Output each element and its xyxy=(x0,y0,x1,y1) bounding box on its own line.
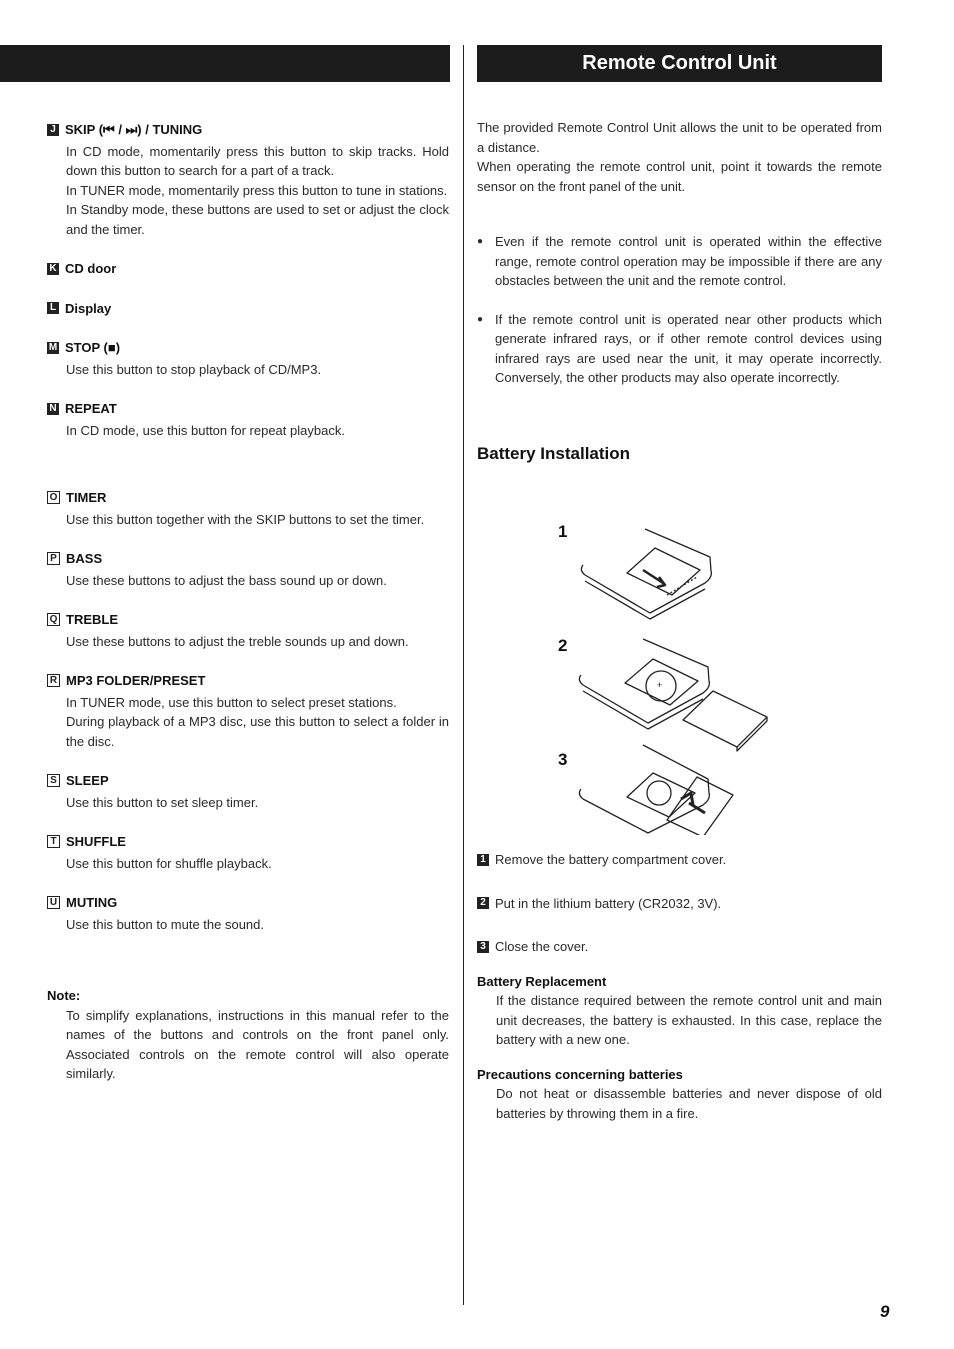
battery-installation-illustration xyxy=(555,515,785,835)
step-number: 2 xyxy=(477,897,489,909)
description-paragraph: Use this button to mute the sound. xyxy=(66,916,265,932)
note-text: To simplify explanations, instructions in this manual refer to the names of the buttons and controls on the front panel only. Associated controls on the remote control will also operate similarly. xyxy=(66,1007,449,1081)
list-item xyxy=(47,610,449,651)
replacement-title: Battery Replacement xyxy=(477,973,607,989)
key-letter-badge: L xyxy=(47,302,59,314)
item-heading xyxy=(47,299,449,319)
item-heading xyxy=(47,832,449,852)
list-item xyxy=(47,671,449,751)
notes-list xyxy=(477,232,882,388)
item-title: SLEEP xyxy=(66,773,109,788)
battery-precautions xyxy=(477,1065,882,1124)
description-paragraph: Use these buttons to adjust the bass sound up or down. xyxy=(66,572,387,588)
list-item xyxy=(47,259,449,279)
item-heading xyxy=(47,488,449,508)
step-2 xyxy=(477,894,882,914)
figure-label-3: 3 xyxy=(558,750,568,769)
step-text: Remove the battery compartment cover. xyxy=(495,852,727,867)
key-letter-badge: J xyxy=(47,124,59,136)
description-paragraph: Use this button to stop playback of CD/MP3. xyxy=(66,361,322,377)
description-paragraph: Use these buttons to adjust the treble sounds up and down. xyxy=(66,633,409,649)
description-paragraph: Use this button for shuffle playback. xyxy=(66,855,272,871)
key-letter-badge: U xyxy=(47,896,60,909)
item-heading xyxy=(47,893,449,913)
item-title: CD door xyxy=(65,261,117,276)
battery-steps xyxy=(477,850,882,957)
remote-step-2 xyxy=(579,639,767,751)
item-description xyxy=(47,510,449,530)
note-title: Note: xyxy=(47,988,81,1003)
item-description xyxy=(47,915,449,935)
item-heading xyxy=(47,549,449,569)
list-item xyxy=(477,310,882,388)
list-item xyxy=(47,832,449,873)
item-title: MUTING xyxy=(66,895,118,910)
step-3 xyxy=(477,937,882,957)
note-section xyxy=(47,986,449,1084)
list-item xyxy=(47,338,449,379)
bullet-text: If the remote control unit is operated near other products which generate infrared rays, or if other remote control devices using infrared rays are used near the unit, it may operate incorrectly. Conversely, the other products may also operate incorrectly. xyxy=(495,311,882,385)
item-description xyxy=(47,360,449,380)
step-number: 1 xyxy=(477,854,489,866)
left-column xyxy=(47,120,449,1084)
list-item xyxy=(47,299,449,319)
item-title: MP3 FOLDER/PRESET xyxy=(66,673,206,688)
item-title: SKIP (⏮ / ⏭) / TUNING xyxy=(65,122,203,137)
description-paragraph: In TUNER mode, use this button to select preset stations. xyxy=(66,694,397,710)
key-letter-badge: Q xyxy=(47,613,60,626)
step-1 xyxy=(477,850,882,870)
description-paragraph: In CD mode, use this button for repeat playback. xyxy=(66,422,345,438)
item-heading xyxy=(47,259,449,279)
precautions-text: Do not heat or disassemble batteries and never dispose of old batteries by throwing them in a fire. xyxy=(496,1086,882,1121)
page-number: 9 xyxy=(880,1302,890,1321)
description-paragraph: In TUNER mode, momentarily press this button to tune in stations. xyxy=(66,182,448,198)
battery-replacement xyxy=(477,972,882,1050)
item-heading xyxy=(47,338,449,358)
key-letter-badge: R xyxy=(47,674,60,687)
bullet-icon: ● xyxy=(477,236,484,247)
item-description xyxy=(47,793,449,813)
step-number: 3 xyxy=(477,941,489,953)
item-title: TIMER xyxy=(66,490,107,505)
item-description xyxy=(47,571,449,591)
bullet-text: Even if the remote control unit is operated within the effective range, remote control operation may be impossible if there are any obstacles between the unit and the remote control. xyxy=(495,234,882,288)
description-paragraph: During playback of a MP3 disc, use this button to select a folder in the disc. xyxy=(66,714,449,749)
remote-step-1 xyxy=(581,529,711,619)
list-item xyxy=(47,893,449,934)
key-letter-badge: M xyxy=(48,341,58,353)
list-item xyxy=(47,488,449,529)
button-descriptions xyxy=(47,120,449,934)
figure-label-1: 1 xyxy=(558,522,568,541)
item-heading xyxy=(47,399,449,419)
item-title: STOP (■) xyxy=(65,340,121,355)
description-paragraph: In Standby mode, these buttons are used to set or adjust the clock and the timer. xyxy=(66,202,449,237)
list-item xyxy=(477,232,882,291)
item-description xyxy=(47,693,449,752)
figure-label-2: 2 xyxy=(558,636,568,655)
item-heading xyxy=(47,610,449,630)
item-heading xyxy=(47,771,449,791)
description-paragraph: Use this button to set sleep timer. xyxy=(66,794,259,810)
description-paragraph: Use this button together with the SKIP buttons to set the timer. xyxy=(66,511,425,527)
step-text: Put in the lithium battery (CR2032, 3V). xyxy=(495,895,722,911)
item-description xyxy=(47,142,449,240)
section-title: Remote Control Unit xyxy=(477,45,882,82)
svg-text:+: + xyxy=(657,680,663,690)
item-description xyxy=(47,632,449,652)
key-letter-badge: T xyxy=(47,835,60,848)
description-paragraph: In CD mode, momentarily press this button to skip tracks. Hold down this button to search for a part of a track. xyxy=(66,143,449,178)
item-heading xyxy=(47,671,449,691)
step-text: Close the cover. xyxy=(495,939,589,954)
item-title: Display xyxy=(65,300,112,316)
item-title: SHUFFLE xyxy=(66,834,126,849)
left-header-bar xyxy=(0,45,450,82)
list-item xyxy=(47,120,449,239)
key-letter-badge: K xyxy=(47,263,59,275)
key-letter-badge: P xyxy=(47,552,60,565)
item-description xyxy=(47,854,449,874)
key-letter-badge: S xyxy=(47,774,60,787)
precautions-title: Precautions concerning batteries xyxy=(477,1066,683,1082)
intro-text xyxy=(477,118,882,196)
battery-heading: Battery Installation xyxy=(477,443,631,463)
column-divider xyxy=(463,45,464,1305)
item-description xyxy=(47,421,449,441)
item-title: TREBLE xyxy=(66,612,118,627)
intro-paragraph: When operating the remote control unit, point it towards the remote sensor on the front panel of the unit. xyxy=(477,159,882,194)
bullet-icon: ● xyxy=(477,313,484,325)
key-letter-badge: O xyxy=(47,491,60,504)
list-item xyxy=(47,549,449,590)
list-item xyxy=(47,771,449,812)
replacement-text: If the distance required between the remote control unit and main unit decreases, the battery is exhausted. In this case, replace the battery with a new one. xyxy=(496,993,882,1047)
remote-step-3 xyxy=(579,745,733,835)
item-heading xyxy=(47,120,449,140)
item-title: REPEAT xyxy=(65,401,117,416)
key-letter-badge: N xyxy=(47,403,59,415)
intro-paragraph: The provided Remote Control Unit allows the unit to be operated from a distance. xyxy=(477,120,882,155)
item-title: BASS xyxy=(66,551,103,566)
list-item xyxy=(47,399,449,440)
